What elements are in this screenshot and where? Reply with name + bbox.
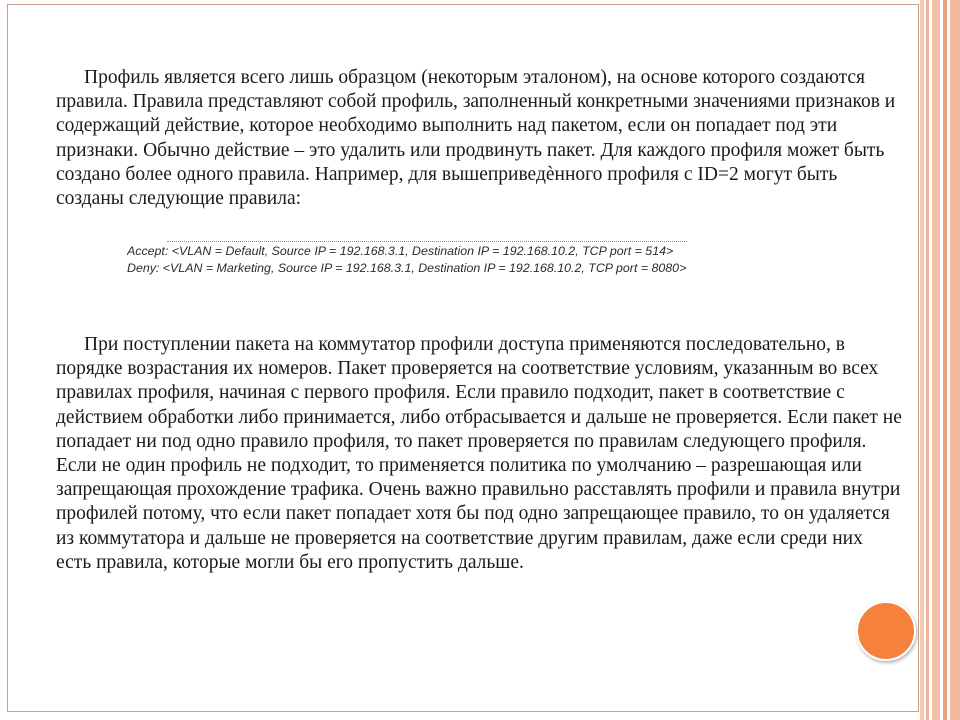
processing-paragraph: При поступлении пакета на коммутатор профили доступа применяются последовательно, в порядке возрастания их номеров. Пакет проверяется на соответствие условиям, указанным во всех правилах профиля, начиная с первого профиля. Если правило подходит, пакет в соответствие с действием обработки либо принимается, либо отбрасывается и дальше не проверяется. Если пакет не попадает ни под одно правило профиля, то пакет проверяется по правилам следующего профиля. Если не один профиль не подходит, то применяется политика по умолчанию – разрешающая или запрещающая прохождение трафика. Очень важно правильно расставлять профили и правила внутри профилей потому, что если пакет попадает хотя бы под одно запрещающее правило, то он удаляется из коммутатора и дальше не проверяется на соответствие другим правилам, даже если среди них есть правила, которые могли бы его пропустить дальше.: [56, 334, 902, 573]
stripe: [926, 0, 929, 720]
accept-rule-line: Accept: <VLAN = Default, Source IP = 192.168.3.1, Destination IP = 192.168.10.2, TCP port = 514>: [127, 244, 674, 258]
decorative-orange-circle: [856, 601, 916, 661]
decorative-side-stripes: [920, 0, 960, 720]
stripe: [943, 0, 947, 720]
cropped-text-remnant: [167, 240, 687, 242]
intro-paragraph: Профиль является всего лишь образцом (некоторым эталоном), на основе которого создаются правила. Правила представляют собой профиль, заполненный конкретными значениями признаков и содержащий действие, которое необходимо выполнить над пакетом, если он попадает под эти признаки. Обычно действие – это удалить или продвинуть пакет. Для каждого профиля может быть создано более одного правила. Например, для вышеприведѐнного профиля с ID=2 могут быть созданы следующие правила:: [56, 67, 896, 210]
deny-rule-line: Deny: <VLAN = Marketing, Source IP = 192.168.3.1, Destination IP = 192.168.10.2, TCP port = 8080>: [127, 260, 687, 275]
rules-example-image: [127, 240, 827, 278]
stripe: [950, 0, 960, 720]
stripe: [932, 0, 940, 720]
stripe: [920, 0, 924, 720]
